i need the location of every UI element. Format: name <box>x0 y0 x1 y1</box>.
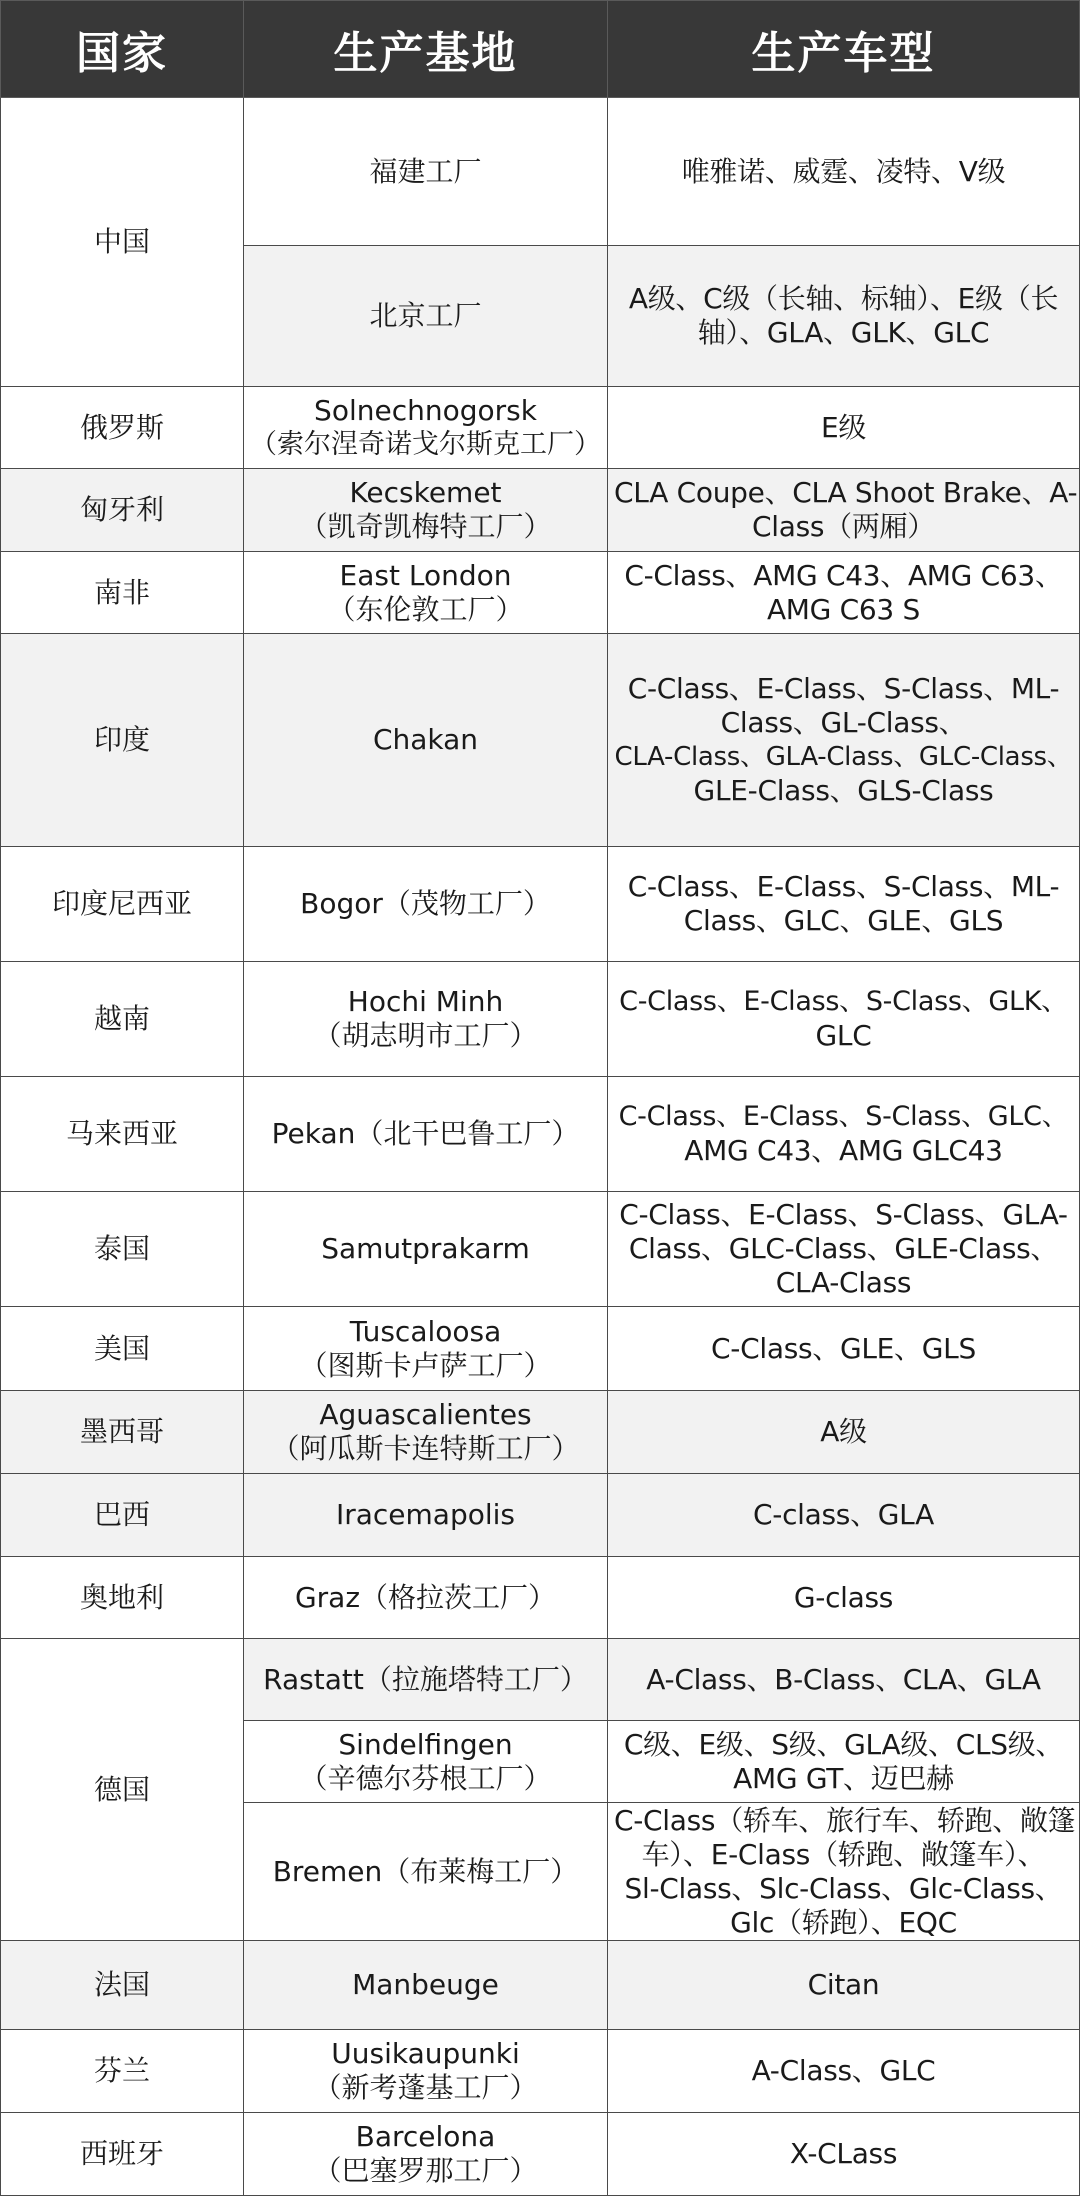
country-cell: 越南 <box>1 962 244 1077</box>
cell-line: Sl-Class、Slc-Class、Glc-Class、 <box>624 1871 1063 1905</box>
table-row <box>1 1557 1080 1639</box>
table-row <box>1 1391 1080 1474</box>
base-cell <box>244 552 608 634</box>
cell-line: C-Class、E-Class、S-Class、ML- <box>627 672 1060 705</box>
cell-line: C-Class、E-Class、S-Class、ML- <box>627 870 1060 903</box>
cell-line: Glc（轿跑）、EQC <box>730 1905 957 1939</box>
cell-line: （胡志明市工厂） <box>313 1019 538 1052</box>
header-models: 生产车型 <box>608 1 1080 98</box>
country-cell: 西班牙 <box>1 2113 244 2196</box>
base-cell <box>244 847 608 962</box>
cell-line: Class（两厢） <box>752 510 935 543</box>
cell-line: 车）、E-Class（轿跑、敞篷车）、 <box>641 1837 1046 1871</box>
cell-line: 北京工厂 <box>369 299 482 332</box>
table-row <box>1 98 1080 246</box>
country-cell: 中国 <box>1 98 244 387</box>
cell-line: C-class、GLA <box>753 1498 934 1531</box>
cell-line: （东伦敦工厂） <box>327 592 524 626</box>
table-row <box>1 634 1080 847</box>
cell-line: （索尔涅奇诺戈尔斯克工厂） <box>250 428 601 460</box>
table-header-row <box>1 1 1080 98</box>
country-cell: 奥地利 <box>1 1557 244 1639</box>
country-cell: 俄罗斯 <box>1 387 244 469</box>
cell-line: CLA Coupe、CLA Shoot Brake、A- <box>614 476 1078 509</box>
models-cell <box>608 1557 1080 1639</box>
table-row <box>1 469 1080 552</box>
cell-line: C级、E级、S级、GLA级、CLS级、 <box>623 1727 1064 1761</box>
base-cell <box>244 962 608 1077</box>
models-cell <box>608 1391 1080 1474</box>
country-cell: 墨西哥 <box>1 1391 244 1474</box>
table-row <box>1 1192 1080 1307</box>
cell-line: Bremen（布莱梅工厂） <box>272 1854 579 1888</box>
table-row <box>1 962 1080 1077</box>
base-cell <box>244 634 608 847</box>
cell-line: GLE-Class、GLS-Class <box>693 774 994 807</box>
country-cell: 印度尼西亚 <box>1 847 244 962</box>
table-row <box>1 1639 1080 1721</box>
base-cell <box>244 98 608 246</box>
base-cell <box>244 1639 608 1721</box>
cell-line: C-Class（轿车、旅行车、轿跑、敞篷 <box>614 1803 1076 1837</box>
models-cell <box>608 387 1080 469</box>
cell-line: Samutprakarm <box>321 1232 530 1265</box>
base-cell <box>244 1391 608 1474</box>
cell-line: Uusikaupunki <box>331 2037 520 2070</box>
country-cell: 南非 <box>1 552 244 634</box>
cell-line: （图斯卡卢萨工厂） <box>299 1348 552 1382</box>
base-cell <box>244 1557 608 1639</box>
cell-line: CLA-Class <box>775 1266 912 1299</box>
cell-line: A级、C级（长轴、标轴）、E级（长 <box>628 282 1059 315</box>
table-body <box>1 98 1080 2196</box>
cell-line: Aguascalientes <box>319 1398 532 1431</box>
base-cell <box>244 2113 608 2196</box>
cell-line: Manbeuge <box>352 1968 499 2001</box>
country-cell: 匈牙利 <box>1 469 244 552</box>
cell-line: Chakan <box>372 723 479 756</box>
models-cell <box>608 962 1080 1077</box>
cell-line: （辛德尔芬根工厂） <box>299 1761 552 1795</box>
base-cell <box>244 387 608 469</box>
cell-line: Sindelfingen <box>338 1727 513 1761</box>
header-base: 生产基地 <box>244 1 608 98</box>
table-row <box>1 1474 1080 1557</box>
cell-line: Kecskemet <box>349 476 502 509</box>
models-cell <box>608 1307 1080 1391</box>
country-cell: 巴西 <box>1 1474 244 1557</box>
cell-line: Graz（格拉茨工厂） <box>294 1580 557 1614</box>
country-cell: 芬兰 <box>1 2030 244 2113</box>
table-row <box>1 1307 1080 1391</box>
cell-line: GLC <box>815 1019 872 1052</box>
table-row <box>1 847 1080 962</box>
models-cell <box>608 2113 1080 2196</box>
base-cell <box>244 1192 608 1307</box>
cell-line: East London <box>339 558 512 592</box>
models-cell <box>608 1941 1080 2030</box>
cell-line: Hochi Minh <box>347 985 504 1018</box>
cell-line: 唯雅诺、威霆、凌特、V级 <box>681 154 1006 188</box>
models-cell <box>608 634 1080 847</box>
cell-line: Tuscaloosa <box>349 1314 502 1348</box>
cell-line: AMG GT、迈巴赫 <box>733 1761 954 1795</box>
cell-line: A级 <box>820 1415 867 1448</box>
base-cell <box>244 2030 608 2113</box>
models-cell <box>608 246 1080 387</box>
table-row <box>1 552 1080 634</box>
table-row <box>1 1077 1080 1192</box>
models-cell <box>608 1474 1080 1557</box>
cell-line: G-class <box>793 1580 894 1614</box>
cell-line: 福建工厂 <box>369 154 482 188</box>
table-row <box>1 2030 1080 2113</box>
models-cell <box>608 469 1080 552</box>
models-cell <box>608 552 1080 634</box>
models-cell <box>608 1803 1080 1941</box>
cell-line: Barcelona <box>355 2120 496 2153</box>
cell-line: C-Class、E-Class、S-Class、GLK、 <box>619 986 1068 1017</box>
base-cell <box>244 1077 608 1192</box>
table-row <box>1 387 1080 469</box>
cell-line: （新考蓬基工厂） <box>313 2071 538 2104</box>
base-cell <box>244 469 608 552</box>
base-cell <box>244 1474 608 1557</box>
cell-line: X-CLass <box>789 2137 898 2170</box>
models-cell <box>608 847 1080 962</box>
models-cell <box>608 1077 1080 1192</box>
models-cell <box>608 1192 1080 1307</box>
cell-line: E级 <box>820 410 867 444</box>
country-cell: 泰国 <box>1 1192 244 1307</box>
base-cell <box>244 246 608 387</box>
cell-line: Pekan（北干巴鲁工厂） <box>271 1117 580 1150</box>
cell-line: C-Class、AMG C43、AMG C63、 <box>624 558 1063 592</box>
country-cell: 法国 <box>1 1941 244 2030</box>
cell-line: （阿瓜斯卡连特斯工厂） <box>271 1432 580 1465</box>
table-row <box>1 2113 1080 2196</box>
models-cell <box>608 98 1080 246</box>
table-row <box>1 1941 1080 2030</box>
header-country: 国家 <box>1 1 244 98</box>
cell-line: C-Class、E-Class、S-Class、GLA- <box>619 1198 1068 1231</box>
country-cell: 美国 <box>1 1307 244 1391</box>
models-cell <box>608 1639 1080 1721</box>
cell-line: Class、GLC、GLE、GLS <box>683 904 1004 937</box>
cell-line: C-Class、GLE、GLS <box>711 1331 976 1365</box>
cell-line: Citan <box>807 1968 880 2001</box>
cell-line: AMG C63 S <box>766 592 921 626</box>
cell-line: C-Class、E-Class、S-Class、GLC、 <box>618 1101 1069 1132</box>
cell-line: Iracemapolis <box>335 1498 516 1531</box>
cell-line: Bogor（茂物工厂） <box>300 887 551 920</box>
cell-line: Class、GL-Class、 <box>720 706 967 739</box>
cell-line: AMG C43、AMG GLC43 <box>684 1134 1003 1167</box>
cell-line: Rastatt（拉施塔特工厂） <box>263 1662 588 1696</box>
country-cell: 印度 <box>1 634 244 847</box>
cell-line: CLA-Class、GLA-Class、GLC-Class、 <box>614 742 1073 772</box>
cell-line: （凯奇凯梅特工厂） <box>299 510 552 543</box>
base-cell <box>244 1721 608 1803</box>
cell-line: A-Class、GLC <box>751 2054 936 2087</box>
country-cell: 德国 <box>1 1639 244 1941</box>
cell-line: 轴）、GLA、GLK、GLC <box>697 316 990 349</box>
models-cell <box>608 2030 1080 2113</box>
country-cell: 马来西亚 <box>1 1077 244 1192</box>
cell-line: Solnechnogorsk <box>314 393 537 427</box>
cell-line: A-Class、B-Class、CLA、GLA <box>646 1662 1041 1696</box>
models-cell <box>608 1721 1080 1803</box>
cell-line: Class、GLC-Class、GLE-Class、 <box>628 1232 1059 1265</box>
cell-line: （巴塞罗那工厂） <box>313 2154 538 2187</box>
base-cell <box>244 1307 608 1391</box>
base-cell <box>244 1941 608 2030</box>
base-cell <box>244 1803 608 1941</box>
